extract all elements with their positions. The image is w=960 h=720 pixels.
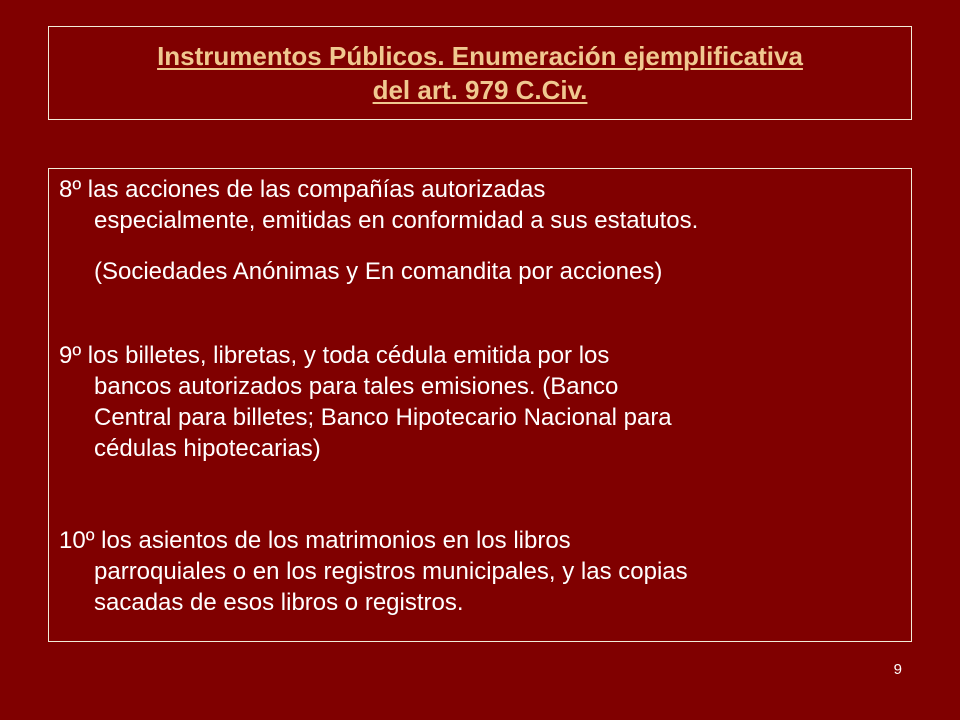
item-8-note bbox=[59, 256, 909, 287]
slide-content-box bbox=[48, 168, 912, 642]
item-8-line-2: especialmente, emitidas en conformidad a sus estatutos. bbox=[94, 207, 699, 234]
item-8-note-text: (Sociedades Anónimas y En comandita por acciones) bbox=[94, 258, 663, 285]
item-9-line-3: Central para billetes; Banco Hipotecario Nacional para bbox=[94, 404, 672, 431]
item-10-line-1: 10º los asientos de los matrimonios en los libros bbox=[59, 527, 571, 554]
item-9-line-4: cédulas hipotecarias) bbox=[94, 435, 321, 462]
item-9-line-1: 9º los billetes, libretas, y toda cédula emitida por los bbox=[59, 342, 610, 369]
item-8-paragraph bbox=[59, 174, 909, 236]
item-10-line-2: parroquiales o en los registros municipales, y las copias bbox=[94, 558, 688, 585]
slide-title-box bbox=[48, 26, 912, 120]
item-10-line-3: sacadas de esos libros o registros. bbox=[94, 589, 464, 616]
item-9-paragraph bbox=[59, 340, 909, 464]
item-9-line-2: bancos autorizados para tales emisiones. (Banco bbox=[94, 373, 619, 400]
item-10-paragraph bbox=[59, 525, 909, 618]
slide-title-line-2: del art. 979 C.Civ. bbox=[372, 75, 588, 105]
page-number: 9 bbox=[893, 661, 902, 678]
item-8-line-1: 8º las acciones de las compañías autorizadas bbox=[59, 176, 546, 203]
slide-title-line-1: Instrumentos Públicos. Enumeración ejemplificativa bbox=[157, 41, 803, 71]
